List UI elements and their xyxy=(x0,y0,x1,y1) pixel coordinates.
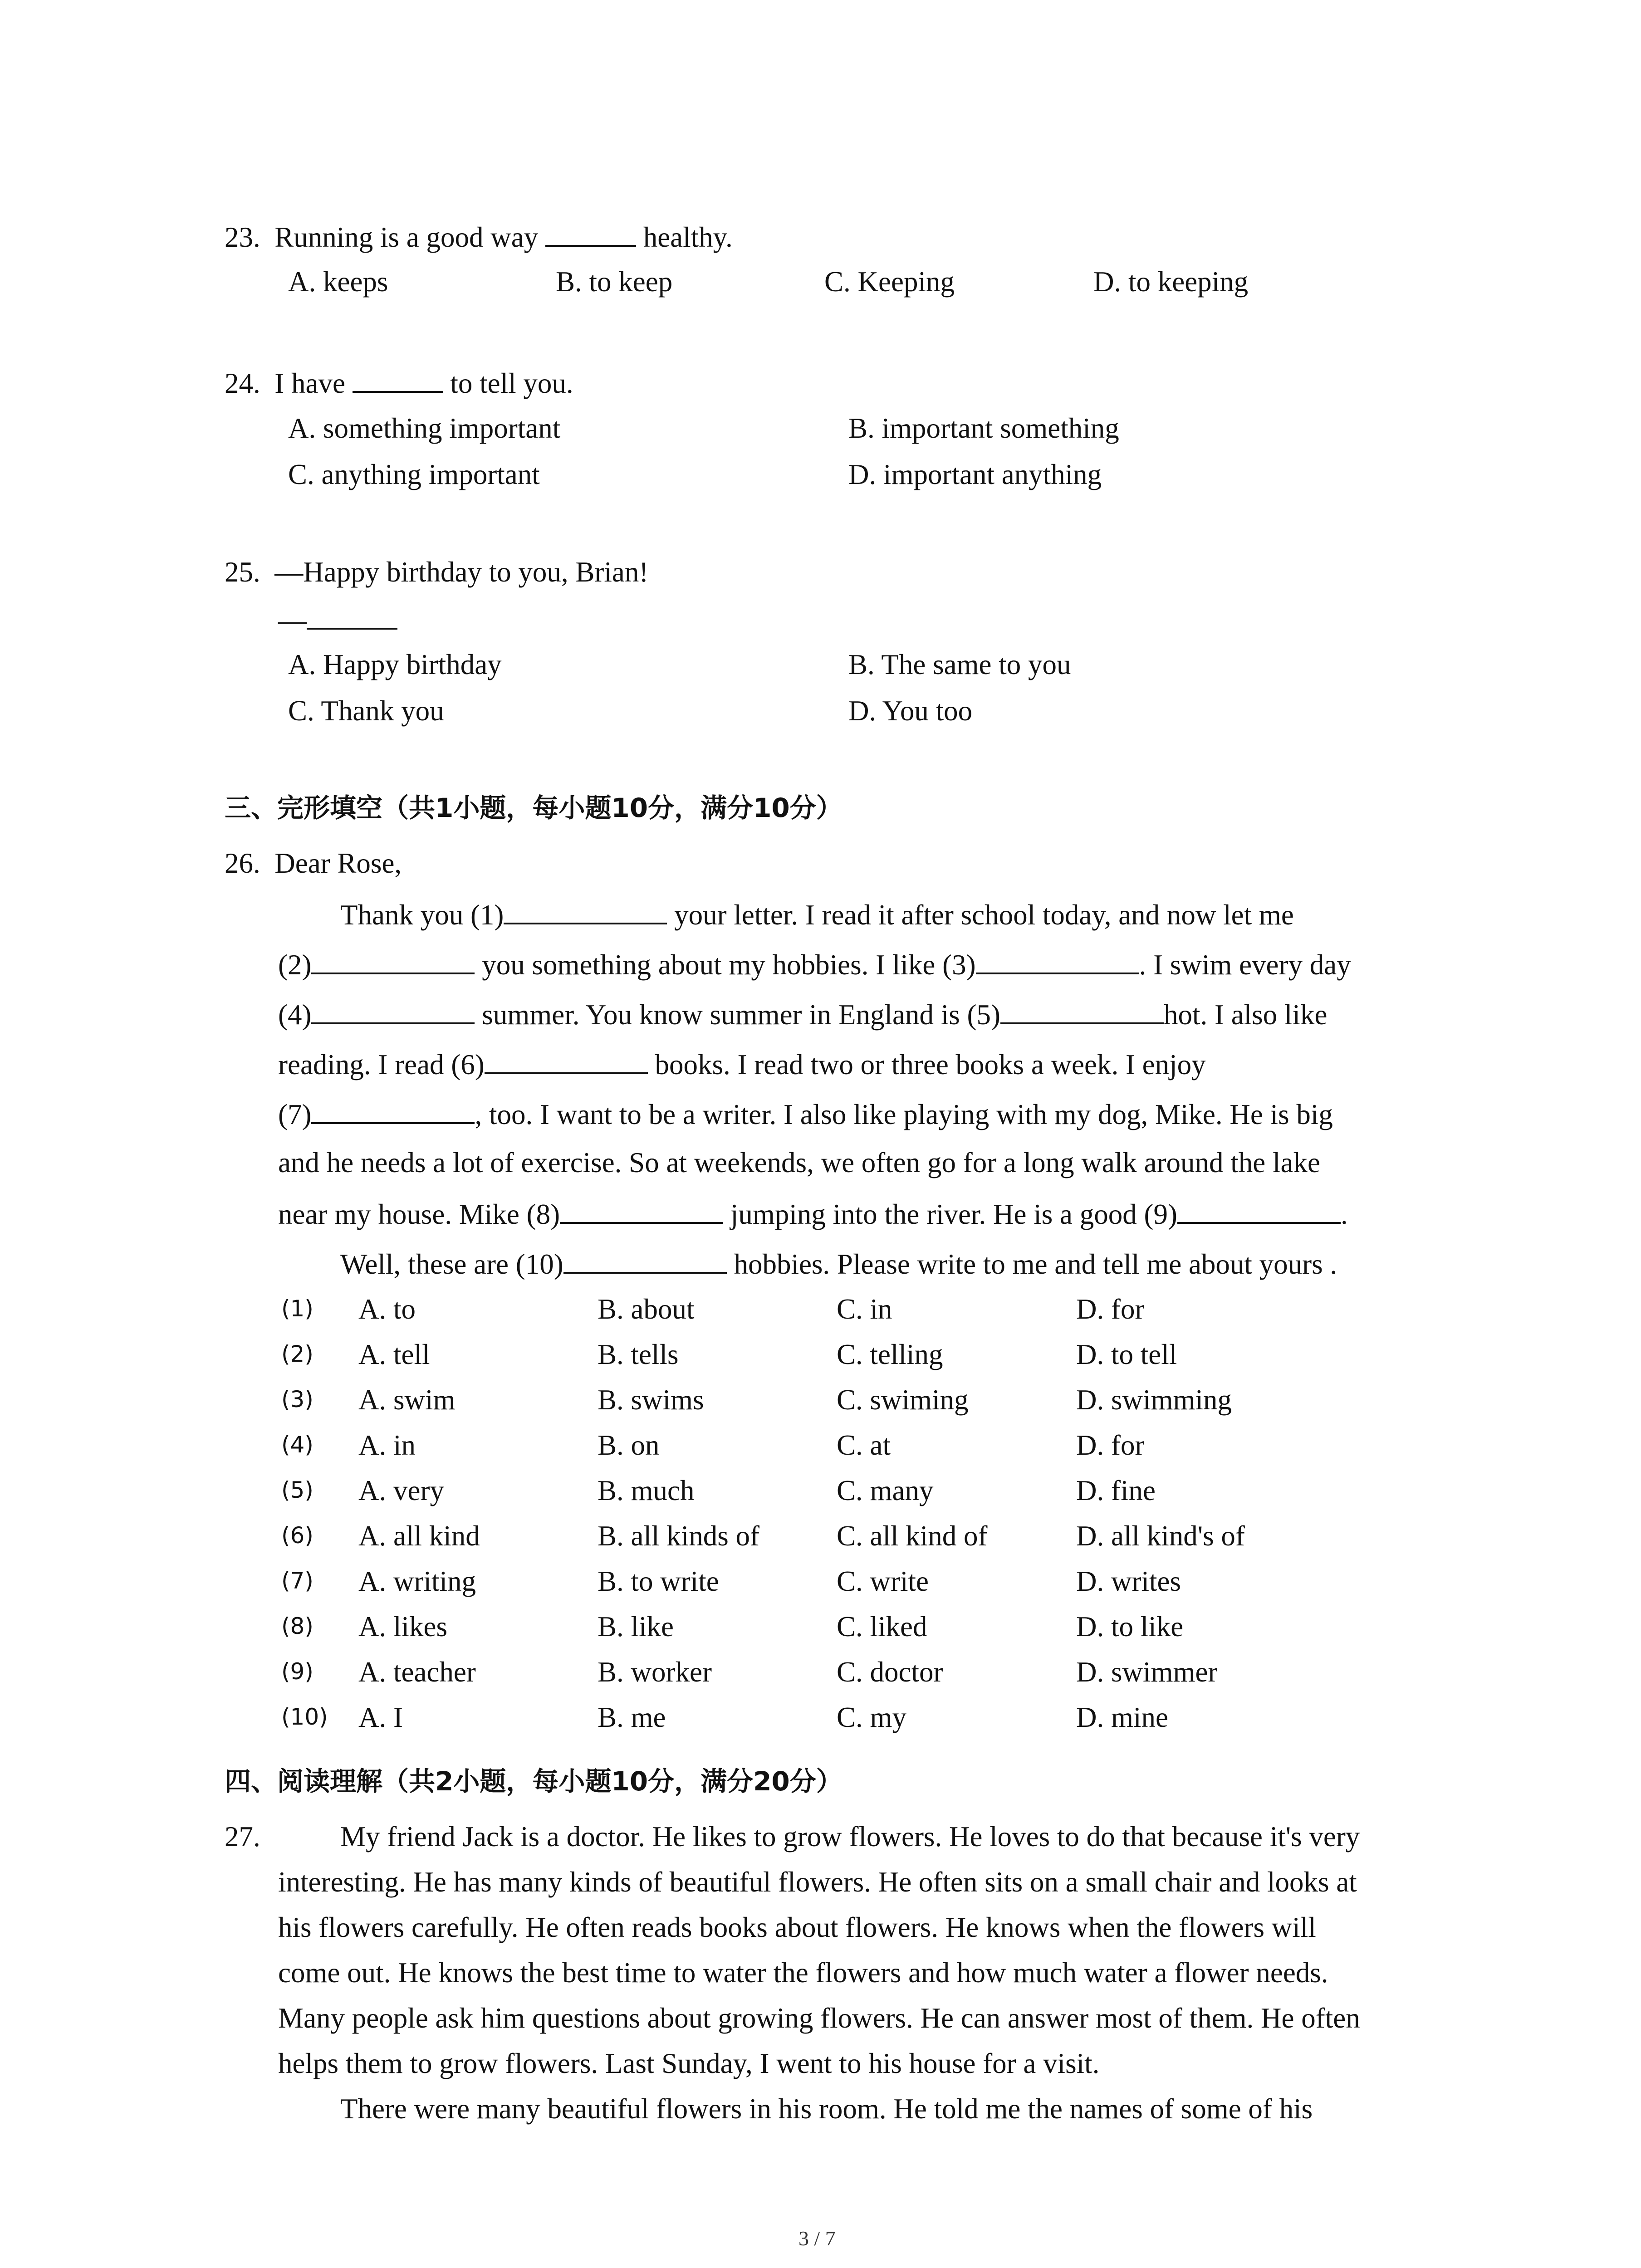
answer-blank xyxy=(353,367,443,393)
reading-line-4: come out. He knows the best time to water the flowers and how much water a flower needs. xyxy=(278,1957,1328,1989)
cloze-blank-2 xyxy=(311,949,475,974)
q25-option-c: C. Thank you xyxy=(288,695,444,727)
option-d: D. to like xyxy=(1076,1611,1184,1642)
passage-line-2: (2) you something about my hobbies. I like (3) . I swim every day xyxy=(278,949,1351,981)
q24-option-d: D. important anything xyxy=(848,459,1102,490)
cloze-blank-5 xyxy=(1000,999,1164,1024)
option-d: D. swimming xyxy=(1076,1384,1232,1416)
option-b: B. like xyxy=(598,1611,674,1642)
option-d: D. fine xyxy=(1076,1475,1156,1506)
option-c: C. at xyxy=(837,1429,891,1461)
option-c: C. liked xyxy=(837,1611,927,1642)
option-b: B. swims xyxy=(598,1384,704,1416)
q27-number: 27. xyxy=(225,1821,260,1853)
option-row-marker: (10) xyxy=(281,1704,328,1730)
option-b: B. on xyxy=(598,1429,660,1461)
option-b: B. much xyxy=(598,1475,695,1506)
cloze-blank-3 xyxy=(976,949,1139,974)
reading-line-5: Many people ask him questions about growing flowers. He can answer most of them. He often xyxy=(278,2002,1360,2034)
option-d: D. for xyxy=(1076,1429,1145,1461)
option-d: D. all kind's of xyxy=(1076,1520,1245,1552)
answer-blank xyxy=(545,221,636,247)
q23-option-c: C. Keeping xyxy=(824,266,955,298)
page-number: 3 / 7 xyxy=(798,2227,836,2250)
cloze-blank-9 xyxy=(1177,1198,1341,1224)
option-c: C. in xyxy=(837,1293,892,1325)
q26-number: 26. xyxy=(225,847,260,879)
q24-option-b: B. important something xyxy=(848,412,1119,444)
q25-option-d: D. You too xyxy=(848,695,973,727)
reading-line-3: his flowers carefully. He often reads books about flowers. He knows when the flowers will xyxy=(278,1911,1316,1943)
passage-line-6: and he needs a lot of exercise. So at weekends, we often go for a long walk around the lake xyxy=(278,1147,1320,1178)
cloze-blank-10 xyxy=(563,1248,727,1274)
q25-reply: — xyxy=(278,604,397,635)
passage-line-7: near my house. Mike (8) jumping into the river. He is a good (9) . xyxy=(278,1198,1348,1230)
q25-option-b: B. The same to you xyxy=(848,649,1071,680)
option-a: A. I xyxy=(358,1701,403,1733)
option-b: B. about xyxy=(598,1293,695,1325)
option-c: C. doctor xyxy=(837,1656,943,1688)
passage-line-4: reading. I read (6) books. I read two or three books a week. I enjoy xyxy=(278,1049,1206,1080)
q25-option-a: A. Happy birthday xyxy=(288,649,502,680)
option-b: B. worker xyxy=(598,1656,712,1688)
q26-salutation: 26. Dear Rose, xyxy=(225,847,402,879)
section-4-heading: 四、阅读理解（共2小题，每小题10分，满分20分） xyxy=(225,1766,843,1797)
q24-option-a: A. something important xyxy=(288,412,561,444)
passage-line-1: Thank you (1) your letter. I read it after school today, and now let me xyxy=(340,899,1294,931)
option-c: C. all kind of xyxy=(837,1520,988,1552)
q25-number: 25. xyxy=(225,556,260,588)
option-a: A. in xyxy=(358,1429,416,1461)
reading-line-6: helps them to grow flowers. Last Sunday, I went to his house for a visit. xyxy=(278,2048,1100,2079)
cloze-blank-4 xyxy=(311,999,475,1024)
q24-stem: 24. I have to tell you. xyxy=(225,367,573,399)
option-row-marker: (4) xyxy=(281,1432,314,1458)
reading-line-2: interesting. He has many kinds of beautiful flowers. He often sits on a small chair and looks at xyxy=(278,1866,1357,1898)
passage-line-8: Well, these are (10) hobbies. Please write to me and tell me about yours . xyxy=(340,1248,1337,1280)
option-a: A. all kind xyxy=(358,1520,480,1552)
option-d: D. for xyxy=(1076,1293,1145,1325)
option-a: A. writing xyxy=(358,1565,476,1597)
q23-option-d: D. to keeping xyxy=(1093,266,1249,298)
option-row-marker: (7) xyxy=(281,1568,314,1594)
q23-number: 23. xyxy=(225,221,260,253)
option-row-marker: (5) xyxy=(281,1477,314,1503)
option-row-marker: (9) xyxy=(281,1658,314,1685)
cloze-blank-7 xyxy=(311,1099,475,1124)
q23-stem: 23. Running is a good way healthy. xyxy=(225,221,733,253)
q24-number: 24. xyxy=(225,367,260,399)
option-row-marker: (1) xyxy=(281,1295,314,1322)
passage-line-3: (4) summer. You know summer in England is (5) hot. I also like xyxy=(278,999,1327,1031)
option-b: B. me xyxy=(598,1701,666,1733)
option-a: A. very xyxy=(358,1475,444,1506)
option-a: A. to xyxy=(358,1293,416,1325)
q25-stem: 25. —Happy birthday to you, Brian! xyxy=(225,556,649,588)
reading-line-1: My friend Jack is a doctor. He likes to grow flowers. He loves to do that because it's very xyxy=(340,1821,1360,1853)
option-d: D. writes xyxy=(1076,1565,1181,1597)
q23-option-a: A. keeps xyxy=(288,266,388,298)
option-a: A. tell xyxy=(358,1339,430,1370)
cloze-blank-8 xyxy=(560,1198,723,1224)
q23-option-b: B. to keep xyxy=(556,266,673,298)
q24-option-c: C. anything important xyxy=(288,459,540,490)
option-c: C. many xyxy=(837,1475,934,1506)
option-c: C. swiming xyxy=(837,1384,969,1416)
reading-line-7: There were many beautiful flowers in his room. He told me the names of some of his xyxy=(340,2093,1313,2125)
option-b: B. tells xyxy=(598,1339,679,1370)
cloze-blank-6 xyxy=(485,1049,648,1074)
option-c: C. my xyxy=(837,1701,907,1733)
option-row-marker: (6) xyxy=(281,1522,314,1549)
option-b: B. to write xyxy=(598,1565,719,1597)
option-row-marker: (3) xyxy=(281,1386,314,1413)
cloze-blank-1 xyxy=(504,899,667,924)
option-row-marker: (8) xyxy=(281,1613,314,1639)
option-d: D. mine xyxy=(1076,1701,1168,1733)
passage-line-5: (7) , too. I want to be a writer. I also like playing with my dog, Mike. He is big xyxy=(278,1099,1333,1130)
option-c: C. telling xyxy=(837,1339,943,1370)
option-d: D. to tell xyxy=(1076,1339,1177,1370)
option-a: A. teacher xyxy=(358,1656,476,1688)
option-d: D. swimmer xyxy=(1076,1656,1218,1688)
option-row-marker: (2) xyxy=(281,1341,314,1367)
answer-blank xyxy=(307,604,397,630)
section-3-heading: 三、完形填空（共1小题，每小题10分，满分10分） xyxy=(225,792,843,823)
option-b: B. all kinds of xyxy=(598,1520,759,1552)
option-a: A. likes xyxy=(358,1611,447,1642)
option-c: C. write xyxy=(837,1565,929,1597)
option-a: A. swim xyxy=(358,1384,456,1416)
